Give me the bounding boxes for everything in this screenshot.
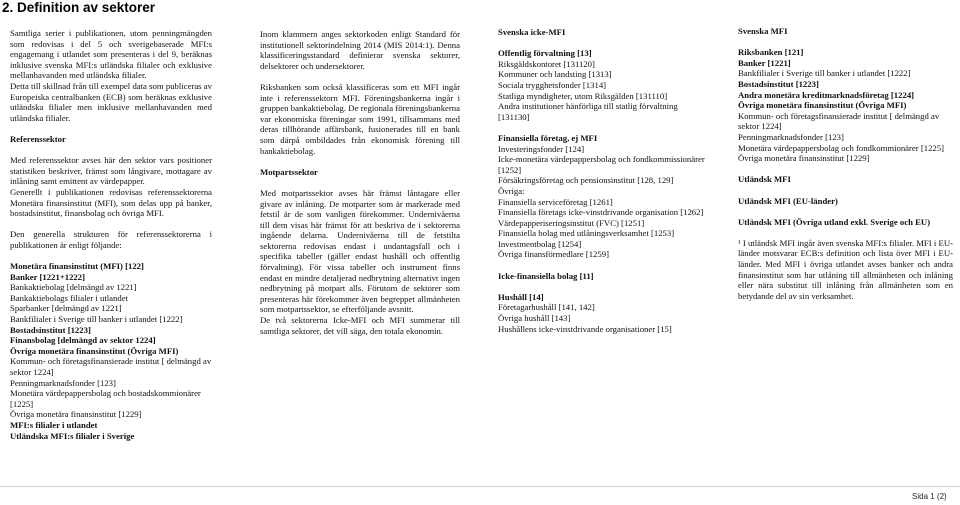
swedish-non-mfi-list xyxy=(498,27,708,334)
sector-list-item: Bostadsinstitut [1223] xyxy=(738,78,819,89)
sector-list-item: Övriga hushåll [143] xyxy=(498,313,571,324)
sector-list-item: Monetära finansinstitut (MFI) [122] xyxy=(10,261,144,272)
sector-list-item: Investeringsfonder [124] xyxy=(498,143,585,154)
column-3 xyxy=(498,27,708,334)
counterparty-sector-text: Med motpartssektor avses här främst låntagare eller givare av inlåning. De motparter som är markerade med fetstil är de som vanligen förekommer. Undernivåerna till dem visas här främst för att beskriva de i sektorerna ingående delarna. Undernivåerna till de fetstilta sektorerna redovisas endast i undantagsfall och i specifika tabeller (gäller endast hushåll och offentlig förvaltning). För vissa tabeller och instrument finns endast en mindre detaljerad nedbrytning alternativt ingen nedbrytning på motpart alls. Förutom de sektorer som presenteras här förekommer även begreppet allmänheten som motpartssektor, se efterföljande avsnitt. xyxy=(260,187,460,315)
foreign-mfi-eu-heading: Utländsk MFI (EU-länder) xyxy=(738,195,838,206)
sector-list-item: Övriga finansförmedlare [1259] xyxy=(498,249,609,260)
foreign-mfi-other-heading: Utländsk MFI (Övriga utland exkl. Sverige och EU) xyxy=(738,216,931,227)
sector-list-item: Svenska MFI xyxy=(738,26,788,36)
sector-list-item xyxy=(498,281,708,292)
sector-list-item: Bankfilialer i Sverige till banker i utlandet [1222] xyxy=(10,314,183,325)
sector-list-item: Övriga monetära finansinstitut (Övriga MFI) xyxy=(738,100,907,111)
sector-list-item: Investmentbolag [1254] xyxy=(498,238,582,249)
sector-list-item: Finansiella företag, ej MFI xyxy=(498,132,598,143)
sector-list-item: Utländska MFI:s filialer i Sverige xyxy=(10,430,135,441)
riksbanken-paragraph: Riksbanken som också klassificeras som ett MFI ingår inte i referenssektorn MFI. Föreningsbankerna ingår i gruppen bankaktiebolag. De regionala föreningsbankerna var ekonomiska föreningar som 1991, tillsammans med deras tillhörande affärsbank, fusionerades till en bank som därpå ombildades från ekonomisk förening till bankaktiebolag. xyxy=(260,81,460,156)
sector-list-item: Bankaktiebolags filialer i utlandet xyxy=(10,292,128,303)
footer-divider xyxy=(0,486,960,487)
sector-list-item: Bostadsinstitut [1223] xyxy=(10,324,91,335)
sector-list-item: Sparbanker [delmängd av 1221] xyxy=(10,303,122,314)
sector-list-item: Hushållens icke-vinstdrivande organisationer [15] xyxy=(498,323,672,334)
column-2 xyxy=(260,29,460,336)
sector-list-item: Finansiella bolag med utlåningsverksamhet [1253] xyxy=(498,228,675,239)
sector-list-item: Övriga monetära finansinstitut [1229] xyxy=(10,409,142,420)
sector-list-item: Penningmarknadsfonder [123] xyxy=(738,131,844,142)
sector-list-item: Kommun- och företagsfinansierade institut [ delmängd av sektor 1224] xyxy=(738,110,940,132)
intro-paragraph-2: Detta till skillnad från till exempel data som publiceras av Europeiska centralbanken (ECB) som beräknas exklusive utländska filialer men inklusive mellanhavanden med utländska filialer. xyxy=(10,80,212,123)
sector-list-item: Andra monetära kreditmarknadsföretag [1224] xyxy=(738,89,915,100)
sector-list-item: Kommun- och företagsfinansierade institut [ delmängd av sektor 1224] xyxy=(10,356,212,377)
sector-code-paragraph: Inom klammern anges sektorkoden enligt Standard för institutionell sektorindelning 2014 (MIS 2014:1). Denna klassificeringsstandard definierar svenska sektorer, delsektorer och undersektorer. xyxy=(260,29,460,71)
sector-list-item: Hushåll [14] xyxy=(498,291,544,302)
sector-list-item xyxy=(498,260,708,271)
sector-list-item: Övriga monetära finansinstitut [1229] xyxy=(738,153,870,164)
sector-list-item: Penningmarknadsfonder [123] xyxy=(10,377,116,388)
sector-structure-list xyxy=(10,261,212,441)
sector-list-item: Värdepapperiseringsinstitut (FVC) [1251] xyxy=(498,217,645,228)
sector-list-item: Övriga: xyxy=(498,185,525,196)
structure-intro: Den generella strukturen för referenssektorerna i publikationen är enligt följande: xyxy=(10,229,212,250)
sector-list-item: Banker [1221+1222] xyxy=(10,271,86,282)
sector-list-item: Försäkringsföretag och pensionsinstitut [128, 129] xyxy=(498,175,674,186)
sector-list-item: Sociala trygghetsfonder [1314] xyxy=(498,79,607,90)
sector-list-item: Bankfilialer i Sverige till banker i utlandet [1222] xyxy=(738,68,911,79)
foreign-mfi-heading: Utländsk MFI xyxy=(738,174,791,185)
column-4 xyxy=(738,26,953,301)
sector-list-item xyxy=(738,37,953,48)
sector-list-item: Monetära värdepappersbolag och fondkommionärer [1225] xyxy=(738,142,945,153)
reference-sector-heading: Referenssektor xyxy=(10,133,66,144)
sector-list-item: Bankaktiebolag [delmängd av 1221] xyxy=(10,282,137,293)
sector-list-item: Monetära värdepappersbolag och bostadskommionärer [1225] xyxy=(10,388,201,409)
reference-sector-text: Med referenssektor avses här den sektor vars positioner statistiken beskriver, främst som långivare, mottagare av inlåning samt emittent av värdepapper. xyxy=(10,155,212,187)
column-1 xyxy=(10,28,212,441)
sector-list-item: Företagarhushåll [141, 142] xyxy=(498,302,595,313)
sector-list-item: Riksbanken [121] xyxy=(738,47,804,58)
sector-list-item: MFI:s filialer i utlandet xyxy=(10,419,98,430)
sector-list-item: Övriga monetära finansinstitut (Övriga MFI) xyxy=(10,345,179,356)
sector-list-item: Svenska icke-MFI xyxy=(498,27,566,37)
reference-sector-text-2: Generellt i publikationen redovisas referenssektorerna Monetära finansinstitut (MFI), som delas upp på banker, bostadsinstitut, finansbolag och övriga MFI. xyxy=(10,186,212,219)
counterparty-sector-heading: Motpartssektor xyxy=(260,166,318,177)
sector-list-item: Kommuner och landsting [1313] xyxy=(498,69,612,80)
section-heading: 2. Definition av sektorer xyxy=(2,0,156,15)
intro-paragraph: Samtliga serier i publikationen, utom penningmängden som redovisas i del 5 och sverigebaserade MFI:s engagemang i utlandet som presenteras i del 9, beräknas inklusive svenska MFI:s utländska filialer och exklusive mellanhavanden med utländska filialer. xyxy=(10,28,212,81)
sector-list-item: Andra institutioner hänförliga till statlig förvaltning [131130] xyxy=(498,101,678,122)
sector-list-item: Offentlig förvaltning [13] xyxy=(498,48,592,59)
sector-list-item: Finansbolag [delmängd av sektor 1224] xyxy=(10,335,156,346)
sector-list-item: Banker [1221] xyxy=(738,57,791,68)
sector-list-item: Finansiella företags icke-vinstdrivande organisation [1262] xyxy=(498,207,704,218)
sector-list-item: Finansiella serviceföretag [1261] xyxy=(498,196,613,207)
sector-list-item: Riksgäldskontoret [131120] xyxy=(498,58,595,69)
sector-list-item: Statliga myndigheter, utom Riksgälden [131110] xyxy=(498,90,668,101)
swedish-mfi-list xyxy=(738,26,953,164)
sector-sum-paragraph: De två sektorerna Icke-MFI och MFI summerar till samtliga sektorer, det vill säga, den totala ekonomin. xyxy=(260,315,460,336)
sector-list-item xyxy=(498,38,708,49)
sector-list-item xyxy=(498,122,708,133)
page-number: Sida 1 (2) xyxy=(912,492,947,501)
footnote: ¹ I utländsk MFI ingår även svenska MFI:s filialer. MFI i EU-länder motsvarar ECB:s definition och lista över MFI i EU-länder. Med MFI i övriga utlandet avses banker och andra finansinstitut som har utlåning till allmänheten och inlåning eller nära substitut till inlåning från allmänheten som en betydande del av sin verksamhet. xyxy=(738,237,953,301)
sector-list-item: Icke-finansiella bolag [11] xyxy=(498,270,594,281)
sector-list-item: Icke-monetära värdepappersbolag och fondkommissionärer [1252] xyxy=(498,154,705,175)
